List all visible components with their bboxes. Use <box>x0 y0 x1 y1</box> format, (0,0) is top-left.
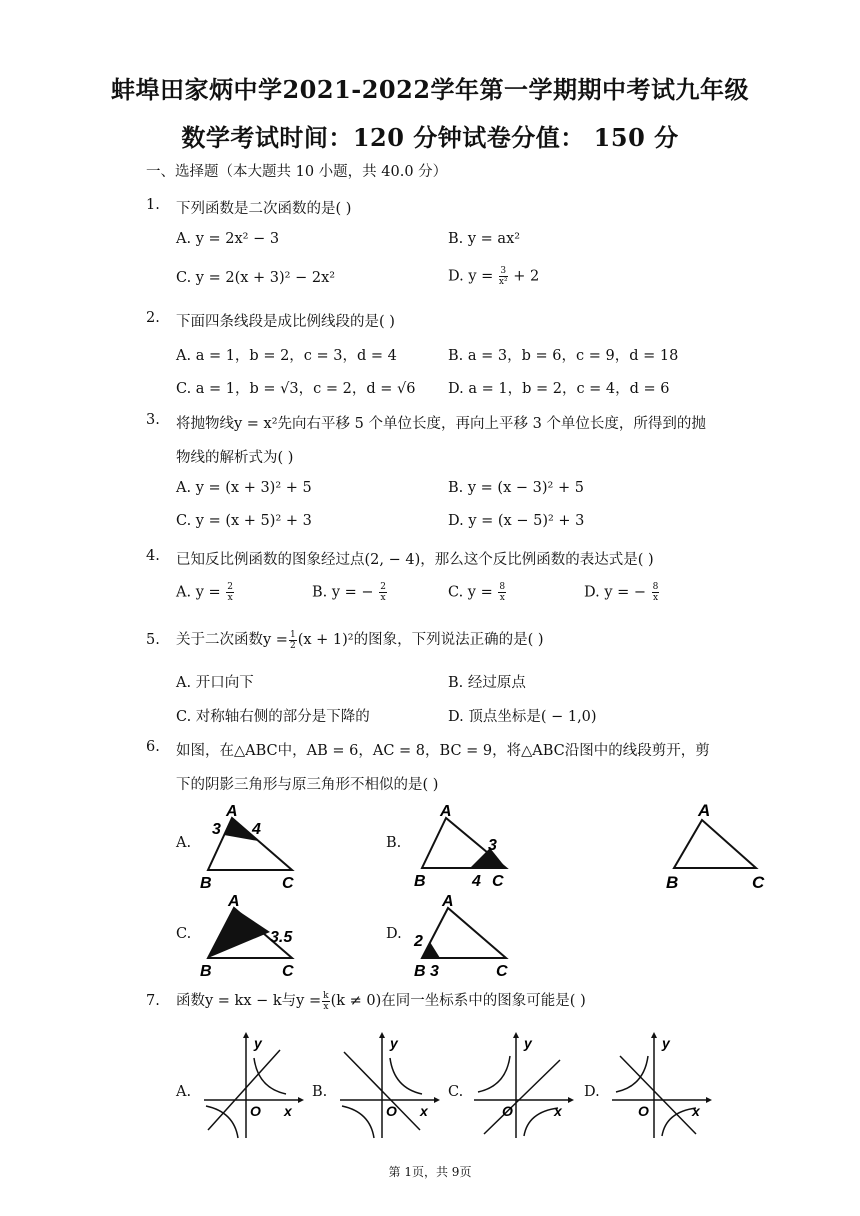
vertex-b-label: B <box>414 873 426 890</box>
question-3-option-c: C. y = (x + 5)² + 3 <box>176 513 312 529</box>
exam-title: 蚌埠田家炳中学2021-2022学年第一学期期中考试九年级 <box>110 75 750 104</box>
question-7-stem <box>176 989 586 1012</box>
side-label: 4 <box>252 821 261 838</box>
question-6-number: 6. <box>146 739 160 755</box>
option-d-suffix: + 2 <box>513 268 540 285</box>
question-2-number: 2. <box>146 310 160 326</box>
graph-option-d <box>608 1030 712 1142</box>
vertex-c-label: C <box>496 963 508 980</box>
x-label: x <box>284 1103 292 1119</box>
x-axis-arrow <box>706 1097 712 1103</box>
fraction-numerator: 2 <box>380 582 386 592</box>
question-7-option-c-label: C. <box>448 1084 464 1100</box>
option-b-prefix: B. y = − <box>312 584 374 601</box>
fraction-numerator: 8 <box>652 582 659 592</box>
question-1-option-a: A. y = 2x² − 3 <box>176 231 280 247</box>
x-label: x <box>420 1103 428 1119</box>
line-graph <box>208 1050 280 1130</box>
vertex-c-label: C <box>492 873 504 890</box>
question-4-option-c <box>448 582 507 603</box>
triangle-figure-a <box>196 800 306 892</box>
question-7-option-a-label: A. <box>176 1084 192 1100</box>
question-1-stem: 下列函数是二次函数的是( ) <box>176 201 352 217</box>
vertex-b-label: B <box>200 875 212 892</box>
question-3-option-d: D. y = (x − 5)² + 3 <box>448 513 585 529</box>
question-6-option-d-label: D. <box>386 926 402 942</box>
question-7-option-d-label: D. <box>584 1084 600 1100</box>
vertex-c-label: C <box>282 963 294 980</box>
fraction-numerator: 8 <box>499 582 506 592</box>
question-2-stem: 下面四条线段是成比例线段的是( ) <box>176 314 395 330</box>
fraction-denominator: x <box>652 593 659 603</box>
question-2-option-a: A. a = 1，b = 2，c = 3，d = 4 <box>176 348 397 364</box>
vertex-a-label: A <box>440 803 452 820</box>
question-6-option-b-label: B. <box>386 835 402 851</box>
question-1-option-d <box>448 266 539 287</box>
question-3-stem-line1: 将抛物线y = x²先向右平移 5 个单位长度，再向上平移 3 个单位长度，所得到的抛 <box>176 416 706 432</box>
graph-option-a <box>200 1030 304 1142</box>
triangle-figure-d <box>410 890 522 982</box>
question-4-number: 4. <box>146 548 160 564</box>
hyperbola-branch <box>342 1106 374 1138</box>
triangle-outline <box>674 820 756 868</box>
option-c-prefix: C. y = <box>448 584 493 601</box>
question-2-option-d: D. a = 1，b = 2，c = 4，d = 6 <box>448 381 670 397</box>
y-axis-arrow <box>651 1032 657 1038</box>
origin-label: O <box>638 1103 649 1119</box>
option-a-prefix: A. y = <box>176 584 221 601</box>
vertex-b-label: B <box>666 873 679 892</box>
stem-suffix: (x + 1)²的图象，下列说法正确的是( ) <box>297 632 544 648</box>
exam-subtitle: 数学考试时间：120 分钟试卷分值： 150 分 <box>181 123 679 152</box>
y-label: y <box>390 1035 398 1051</box>
question-4-option-a <box>176 582 235 603</box>
question-6-option-a-label: A. <box>176 835 192 851</box>
question-4-option-b <box>312 582 388 603</box>
option-d-prefix: D. y = <box>448 268 494 285</box>
question-3-stem-line2: 物线的解析式为( ) <box>176 450 294 466</box>
section-heading: 一、选择题（本大题共 10 小题，共 40.0 分） <box>146 164 448 180</box>
fraction-numerator: 3 <box>500 266 507 276</box>
vertex-c-label: C <box>282 875 294 892</box>
fraction <box>379 582 387 603</box>
vertex-c-label: C <box>752 873 765 892</box>
question-1-number: 1. <box>146 197 160 213</box>
fraction <box>322 991 329 1012</box>
x-axis-arrow <box>568 1097 574 1103</box>
fraction <box>289 630 297 651</box>
side-label: 3 <box>430 963 439 980</box>
question-5-stem <box>176 628 544 651</box>
vertex-a-label: A <box>226 803 238 820</box>
graph-option-c <box>470 1030 574 1142</box>
x-axis-arrow <box>298 1097 304 1103</box>
fraction-denominator: x² <box>498 277 508 287</box>
question-5-number: 5. <box>146 632 160 648</box>
line-graph <box>484 1060 560 1134</box>
hyperbola-branch <box>478 1056 510 1092</box>
question-1-option-b: B. y = ax² <box>448 231 521 247</box>
y-label: y <box>524 1035 532 1051</box>
shaded-triangle <box>422 942 440 958</box>
question-5-option-a: A. 开口向下 <box>176 675 254 691</box>
hyperbola-branch <box>524 1108 558 1136</box>
vertex-a-label: A <box>698 801 711 820</box>
question-2-option-b: B. a = 3，b = 6，c = 9，d = 18 <box>448 348 679 364</box>
vertex-b-label: B <box>414 963 426 980</box>
fraction-denominator: x <box>380 593 386 603</box>
question-1-option-c: C. y = 2(x + 3)² − 2x² <box>176 270 336 286</box>
graph-option-b <box>336 1030 440 1142</box>
question-5-option-c: C. 对称轴右侧的部分是下降的 <box>176 709 370 725</box>
side-label: 2 <box>414 933 423 950</box>
stem-prefix: 函数y = kx − k与y = <box>176 993 322 1009</box>
vertex-b-label: B <box>200 963 212 980</box>
y-label: y <box>254 1035 262 1051</box>
question-7-number: 7. <box>146 993 160 1009</box>
fraction-denominator: x <box>227 593 233 603</box>
hyperbola-branch <box>254 1058 286 1094</box>
fraction <box>498 582 506 603</box>
y-axis-arrow <box>513 1032 519 1038</box>
origin-label: O <box>502 1103 513 1119</box>
triangle-figure-b <box>410 800 520 892</box>
question-3-option-b: B. y = (x − 3)² + 5 <box>448 480 584 496</box>
y-axis-arrow <box>379 1032 385 1038</box>
fraction-numerator: 2 <box>227 582 233 592</box>
y-axis-arrow <box>243 1032 249 1038</box>
side-label: 3.5 <box>270 929 293 946</box>
origin-label: O <box>386 1103 397 1119</box>
y-label: y <box>662 1035 670 1051</box>
origin-label: O <box>250 1103 261 1119</box>
x-label: x <box>554 1103 562 1119</box>
question-3-option-a: A. y = (x + 3)² + 5 <box>176 480 312 496</box>
side-label: 3 <box>488 837 497 854</box>
side-label: 4 <box>472 873 481 890</box>
x-axis-arrow <box>434 1097 440 1103</box>
fraction-denominator: 2 <box>289 640 296 651</box>
hyperbola-branch <box>662 1108 696 1136</box>
page-number: 第 1页，共 9页 <box>388 1165 472 1179</box>
question-4-stem: 已知反比例函数的图象经过点(2, − 4)，那么这个反比例函数的表达式是( ) <box>176 552 654 568</box>
question-6-stem-line1: 如图，在△ABC中，AB = 6，AC = 8，BC = 9，将△ABC沿图中的线段剪开，剪 <box>176 743 710 759</box>
hyperbola-branch <box>616 1056 648 1092</box>
question-4-option-d <box>584 582 660 603</box>
reference-triangle <box>660 796 778 894</box>
fraction-numerator: 1 <box>289 629 296 640</box>
option-d-prefix: D. y = − <box>584 584 647 601</box>
fraction-numerator: k <box>323 990 329 1001</box>
fraction-denominator: x <box>323 1001 329 1012</box>
fraction-denominator: x <box>499 593 505 603</box>
side-label: 3 <box>212 821 221 838</box>
triangle-figure-c <box>196 890 308 982</box>
fraction <box>499 266 508 287</box>
stem-prefix: 关于二次函数y = <box>176 632 288 648</box>
question-2-option-c: C. a = 1，b = √3，c = 2，d = √6 <box>176 381 416 397</box>
fraction <box>652 582 660 603</box>
hyperbola-branch <box>390 1058 422 1094</box>
vertex-a-label: A <box>442 893 454 910</box>
hyperbola-branch <box>206 1106 238 1138</box>
fraction <box>226 582 234 603</box>
vertex-a-label: A <box>228 893 240 910</box>
line-graph <box>620 1056 696 1134</box>
question-6-stem-line2: 下的阴影三角形与原三角形不相似的是( ) <box>176 777 439 793</box>
question-7-option-b-label: B. <box>312 1084 328 1100</box>
x-label: x <box>692 1103 700 1119</box>
question-6-option-c-label: C. <box>176 926 192 942</box>
shaded-triangle <box>208 908 270 958</box>
question-3-number: 3. <box>146 412 160 428</box>
question-5-option-b: B. 经过原点 <box>448 675 526 691</box>
question-5-option-d: D. 顶点坐标是( − 1,0) <box>448 709 597 725</box>
stem-suffix: (k ≠ 0)在同一坐标系中的图象可能是( ) <box>330 993 586 1009</box>
